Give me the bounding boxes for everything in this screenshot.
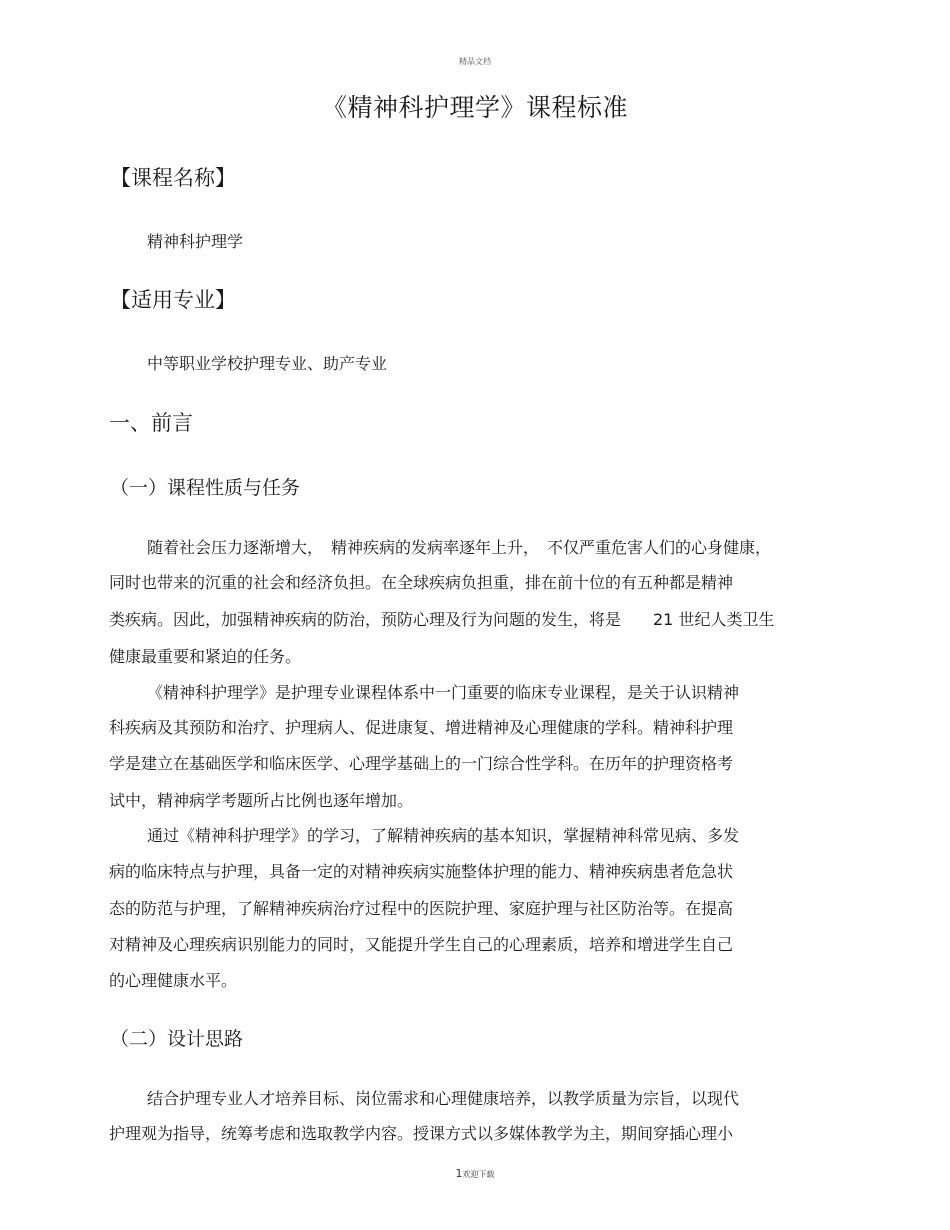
- paragraph-line: 《精神科护理学》是护理专业课程体系中一门重要的临床专业课程，是关于认识精神: [147, 683, 740, 702]
- paragraph-line: 同时也带来的沉重的社会和经济负担。在全球疾病负担重，排在前十位的有五种都是精神: [109, 573, 734, 592]
- paragraph-line: 对精神及心理疾病识别能力的同时，又能提升学生自己的心理素质，培养和增进学生自己: [109, 935, 734, 954]
- course-name-heading: 【课程名称】: [110, 166, 236, 190]
- paragraph-line: 通过《精神科护理学》的学习，了解精神疾病的基本知识，掌握精神科常见病、多发: [147, 826, 740, 845]
- paragraph-line: 的心理健康水平。: [109, 971, 238, 990]
- major-text: 中等职业学校护理专业、助产专业: [147, 354, 388, 373]
- paragraph-line: 随着社会压力逐渐增大， 精神疾病的发病率逐年上升， 不仅严重危害人们的心身健康，: [147, 538, 772, 557]
- page-footer: [0, 1167, 950, 1180]
- paragraph-line: 试中，精神病学考题所占比例也逐年增加。: [109, 791, 414, 810]
- page-number: 1: [455, 1167, 463, 1180]
- subsection-design-heading: （二）设计思路: [110, 1028, 244, 1050]
- paragraph-line: 护理观为指导，统筹考虑和选取教学内容。授课方式以多媒体教学为主，期间穿插心理小: [109, 1124, 734, 1143]
- paragraph-line: 学是建立在基础医学和临床医学、心理学基础上的一门综合性学科。在历年的护理资格考: [109, 754, 734, 773]
- paragraph-line: 科疾病及其预防和治疗、护理病人、促进康复、增进精神及心理健康的学科。精神科护理: [109, 718, 734, 737]
- section-preface-heading: 一、前言: [109, 411, 193, 435]
- paragraph-line: 病的临床特点与护理，具备一定的对精神疾病实施整体护理的能力、精神疾病患者危急状: [109, 862, 734, 881]
- footer-text: 欢迎下载: [462, 1170, 495, 1179]
- paragraph-line: 结合护理专业人才培养目标、岗位需求和心理健康培养，以教学质量为宗旨，以现代: [147, 1089, 740, 1108]
- document-title: 《精神科护理学》课程标准: [321, 93, 628, 122]
- paragraph-line: 态的防范与护理，了解精神疾病治疗过程中的医院护理、家庭护理与社区防治等。在提高: [109, 899, 734, 918]
- paragraph-line: 健康最重要和紧迫的任务。: [109, 647, 302, 666]
- header-note: 精品文档: [459, 57, 491, 66]
- paragraph-line: 类疾病。因此，加强精神疾病的防治，预防心理及行为问题的发生，将是 21 世纪人类卫生: [109, 610, 775, 629]
- major-heading: 【适用专业】: [110, 288, 236, 312]
- course-name-text: 精神科护理学: [147, 232, 244, 251]
- subsection-nature-heading: （一）课程性质与任务: [110, 477, 301, 499]
